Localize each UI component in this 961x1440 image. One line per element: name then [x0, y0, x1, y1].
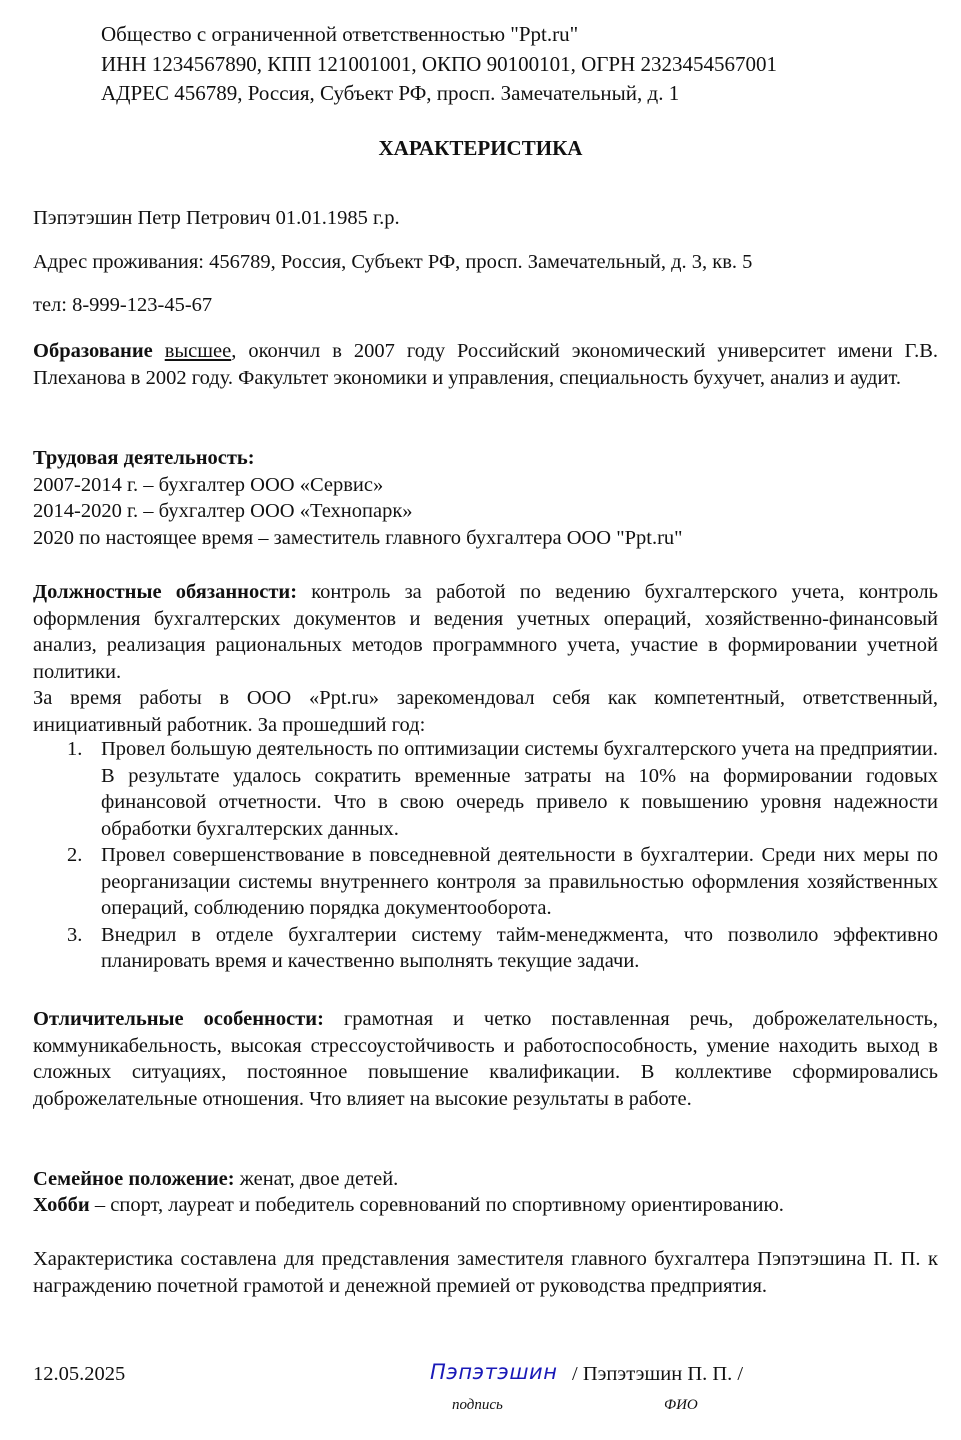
education-label: Образование	[33, 340, 153, 362]
family-label: Семейное положение:	[33, 1168, 235, 1190]
work-label: Трудовая деятельность:	[33, 447, 255, 469]
education-level: высшее	[164, 340, 232, 362]
handwritten-signature: Пэпэтэшин	[430, 1360, 558, 1384]
education-section	[33, 338, 938, 391]
work-item: 2007-2014 г. – бухгалтер ООО «Сервис»	[33, 473, 384, 496]
features-label: Отличительные особенности:	[33, 1008, 324, 1030]
duties-section	[33, 579, 938, 738]
achievement-item: 3. Внедрил в отделе бухгалтерии систему тайм-менеджмента, что позволило эффективно планировать время и качественно выполнять текущие задачи.	[67, 923, 938, 972]
caption-signature: подпись	[452, 1397, 503, 1413]
family-text: женат, двое детей.	[234, 1168, 399, 1190]
person-phone: тел: 8-999-123-45-67	[33, 294, 213, 316]
duties-intro: За время работы в ООО «Ppt.ru» зарекомендовал себя как компетентный, ответственный, инициативный работник. За прошедший год:	[33, 687, 938, 736]
hobby-section	[33, 1192, 938, 1219]
company-header	[101, 20, 921, 109]
signature-date: 12.05.2025	[33, 1363, 126, 1385]
work-item: 2020 по настоящее время – заместитель главного бухгалтера ООО "Ppt.ru"	[33, 526, 683, 549]
purpose-paragraph: Характеристика составлена для представления заместителя главного бухгалтера Пэпэтэшина П. П. к награждению почетной грамотой и денежной премией от руководства предприятия.	[33, 1248, 938, 1297]
education-text: , окончил в 2007 году Российский экономический университет имени Г.В. Плеханова в 2002 году. Факультет экономики и управления, специальность бухучет, анализ и аудит.	[33, 340, 938, 389]
achievement-item: 2. Провел совершенствование в повседневной деятельности в бухгалтерии. Среди них меры по реорганизации системы внутреннего контроля за правильностью оформления хозяйственных операций, соблюдению порядка документооборота.	[67, 844, 938, 919]
signature-name: / Пэпэтэшин П. П. /	[572, 1363, 744, 1385]
duties-text: контроль за работой по ведению бухгалтерского учета, контроль оформления бухгалтерских документов и ведения учетных операций, хозяйственно-финансовый анализ, реализация рациональных методов программного учета, участие в формировании учетной политики.	[33, 581, 938, 683]
document-title: ХАРАКТЕРИСТИКА	[378, 136, 583, 160]
hobby-label: Хобби	[33, 1194, 90, 1216]
achievement-item: 1. Провел большую деятельность по оптимизации системы бухгалтерского учета на предприятии. В результате удалось сократить временные затраты на 10% на формировании годовых финансовой отчетности. Что в свою очередь привело к повышению уровня надежности обработки бухгалтерских данных.	[67, 738, 938, 840]
company-requisites: ИНН 1234567890, КПП 121001001, ОКПО 90100101, ОГРН 2323454567001	[101, 51, 777, 76]
features-section	[33, 1006, 938, 1112]
hobby-text: – спорт, лауреат и победитель соревнований по спортивному ориентированию.	[89, 1194, 784, 1216]
person-address: Адрес проживания: 456789, Россия, Субъект РФ, просп. Замечательный, д. 3, кв. 5	[33, 251, 753, 273]
features-text: грамотная и четко поставленная речь, доброжелательность, коммуникабельность, высокая стрессоустойчивость и работоспособность, умение находить выход в сложных ситуациях, постоянное повышение квалификации. В коллективе сформировались доброжелательные отношения. Что влияет на высокие результаты в работе.	[33, 1008, 938, 1110]
company-address: АДРЕС 456789, Россия, Субъект РФ, просп. Замечательный, д. 1	[101, 81, 680, 105]
work-section	[33, 445, 938, 551]
family-section	[33, 1166, 938, 1193]
caption-fio: ФИО	[664, 1397, 698, 1413]
duties-label: Должностные обязанности:	[33, 581, 298, 603]
company-name: Общество с ограниченной ответственностью "Ppt.ru"	[101, 22, 579, 46]
work-item: 2014-2020 г. – бухгалтер ООО «Технопарк»	[33, 500, 413, 522]
person-name-dob: Пэпэтэшин Петр Петрович 01.01.1985 г.р.	[33, 207, 400, 229]
achievements-list	[33, 736, 938, 975]
